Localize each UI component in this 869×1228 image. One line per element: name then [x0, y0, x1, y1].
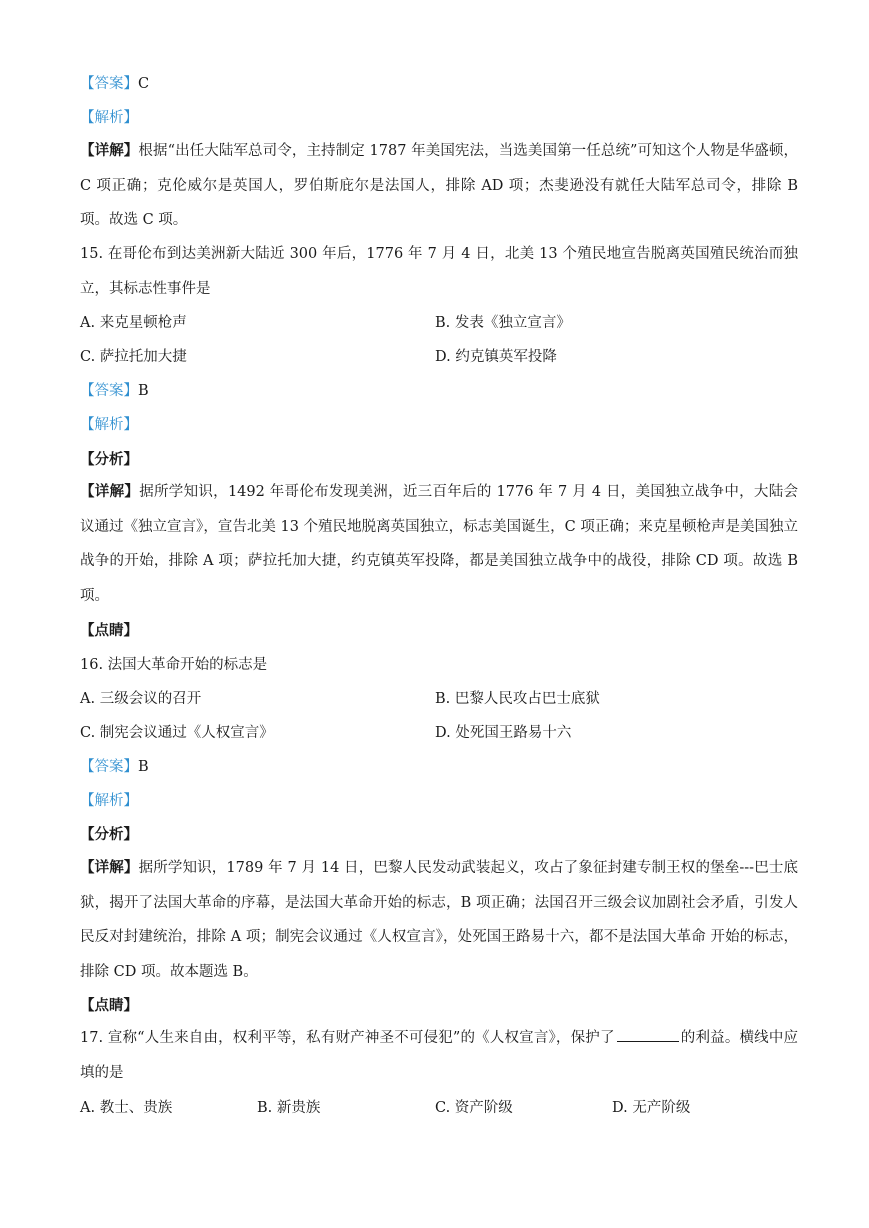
analysis-tag: 【解析】	[80, 110, 138, 126]
q15-option-d: D. 约克镇英军投降	[435, 349, 557, 365]
q16-stem: 16. 法国大革命开始的标志是	[80, 657, 268, 673]
q17-option-b: B. 新贵族	[257, 1100, 321, 1116]
q15-stem: 15. 在哥伦布到达美洲新大陆近 300 年后，1776 年 7 月 4 日，北美 13 个殖民地宣告脱离英国殖民统治而独立，其标志性事件是	[80, 246, 798, 297]
detail-tag: 【详解】	[80, 142, 139, 159]
q17-option-c: C. 资产阶级	[435, 1100, 513, 1116]
q15-detail-text: 据所学知识，1492 年哥伦布发现美洲，近三百年后的 1776 年 7 月 4 日，美国独立战争中，大陆会议通过《独立宣言》，宣告北美 13 个殖民地脱离英国独立，标志美国诞生，C 项正确；来克星顿枪声是美国独立战争的开始，排除 A 项；萨拉托加大捷，约克镇英军投降，都是美国独立战争中的战役，排除 CD 项。故选 B 项。	[80, 484, 799, 604]
q17-stem	[80, 1021, 798, 1090]
analysis-tag: 【解析】	[80, 417, 138, 433]
q16-dianjing: 【点睛】	[80, 997, 138, 1014]
q15-analysis-line	[80, 415, 138, 435]
q15-dianjing: 【点睛】	[80, 622, 138, 639]
q15-option-b: B. 发表《独立宣言》	[435, 315, 571, 331]
q15-option-c: C. 萨拉托加大捷	[80, 349, 187, 365]
q16-detail-text: 据所学知识，1789 年 7 月 14 日，巴黎人民发动武装起义，攻占了象征封建专制王权的堡垒---巴士底狱，揭开了法国大革命的序幕，是法国大革命开始的标志，B 项正确；法国召开三级会议加剧社会矛盾，引发人民反对封建统治，排除 A 项；制宪会议通过《人权宣言》，处死国王路易十六，都不是法国大革命 开始的标志，排除 CD 项。故本题选 B。	[80, 860, 798, 980]
q17-stem-after: 的利益。横线中应填的是	[80, 1030, 799, 1081]
q16-analysis-line	[80, 791, 138, 811]
q16-answer: B	[138, 759, 149, 775]
q16-option-d: D. 处死国王路易十六	[435, 725, 572, 741]
analysis-tag: 【解析】	[80, 793, 138, 809]
q16-detail	[80, 851, 798, 989]
answer-tag: 【答案】	[80, 76, 138, 92]
q16-fenxi: 【分析】	[80, 826, 138, 843]
q16-answer-line	[80, 757, 149, 777]
q17-option-d: D. 无产阶级	[612, 1100, 691, 1116]
q14-detail	[80, 134, 798, 238]
answer-tag: 【答案】	[80, 759, 138, 775]
q14-analysis-line	[80, 108, 138, 128]
q15-detail	[80, 475, 798, 613]
q16-option-a: A. 三级会议的召开	[80, 691, 202, 707]
answer-tag: 【答案】	[80, 383, 138, 399]
q15-answer-line	[80, 381, 149, 401]
q15-option-a: A. 来克星顿枪声	[80, 315, 187, 331]
q14-detail-text: 根据“出任大陆军总司令，主持制定 1787 年美国宪法，当选美国第一任总统”可知这个人物是华盛顿，C 项正确；克伦威尔是英国人，罗伯斯庇尔是法国人，排除 AD 项；杰斐逊没有就任大陆军总司令，排除 B 项。故选 C 项。	[80, 143, 799, 228]
q16-option-c: C. 制宪会议通过《人权宣言》	[80, 725, 274, 741]
q15-answer: B	[138, 383, 149, 399]
q17-stem-before: 17. 宣称“人生来自由，权利平等，私有财产神圣不可侵犯”的《人权宣言》，保护了	[80, 1030, 615, 1046]
q16-option-b: B. 巴黎人民攻占巴士底狱	[435, 691, 600, 707]
q14-answer: C	[138, 76, 150, 92]
q17-option-a: A. 教士、贵族	[80, 1100, 173, 1116]
detail-tag: 【详解】	[80, 483, 140, 500]
q17-blank	[617, 1027, 679, 1042]
detail-tag: 【详解】	[80, 859, 139, 876]
q15-fenxi: 【分析】	[80, 451, 138, 468]
q14-answer-line	[80, 74, 149, 94]
